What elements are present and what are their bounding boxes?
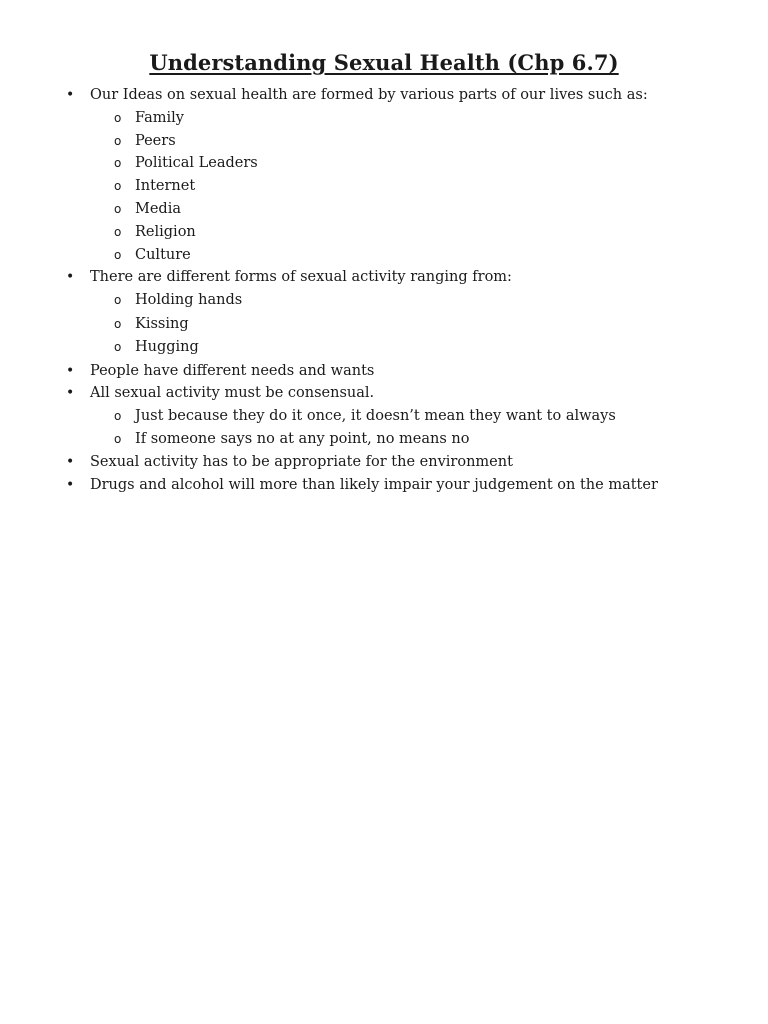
sublist-container [0, 107, 768, 267]
sub-list-item: o Religion [90, 221, 768, 244]
bullet-icon: • [66, 385, 75, 402]
sub-list-item: o Culture [90, 244, 768, 267]
list-item [0, 474, 768, 497]
sub-list-item: o Family [90, 107, 768, 130]
list-item-text: People have different needs and wants [90, 362, 375, 379]
sub-list-item: o If someone says no at any point, no means no [90, 428, 768, 451]
list-item [0, 360, 768, 383]
circle-bullet-icon: o [114, 247, 122, 262]
bullet-icon: • [66, 269, 75, 286]
circle-bullet-icon: o [114, 179, 122, 194]
sub-list [90, 405, 768, 451]
circle-bullet-icon: o [114, 133, 122, 148]
list-item-text: Drugs and alcohol will more than likely impair your judgement on the matter [90, 476, 658, 493]
list-item [0, 84, 768, 107]
sub-list-item: o Media [90, 198, 768, 221]
circle-bullet-icon: o [114, 224, 122, 239]
circle-bullet-icon: o [114, 409, 122, 424]
bullet-list [0, 84, 768, 496]
sub-list-item: o Holding hands [90, 289, 768, 313]
circle-bullet-icon: o [114, 110, 122, 125]
bullet-icon: • [66, 453, 75, 470]
circle-bullet-icon: o [114, 156, 122, 171]
sublist-container [0, 405, 768, 451]
sub-list-item: o Peers [90, 130, 768, 153]
circle-bullet-icon: o [114, 432, 122, 447]
circle-bullet-icon: o [114, 340, 122, 355]
list-item [0, 266, 768, 289]
list-item [0, 382, 768, 405]
list-item-text: All sexual activity must be consensual. [90, 385, 375, 402]
sub-list-item: o Kissing [90, 313, 768, 337]
list-item [0, 451, 768, 474]
sub-list-item: o Just because they do it once, it doesn’t mean they want to always [90, 405, 768, 428]
sub-list [90, 107, 768, 267]
list-item-text: Sexual activity has to be appropriate for the environment [90, 453, 513, 470]
bullet-icon: • [66, 362, 75, 379]
circle-bullet-icon: o [114, 316, 122, 331]
sub-list [90, 289, 768, 360]
bullet-icon: • [66, 476, 75, 493]
sub-list-item: o Internet [90, 175, 768, 198]
sub-list-item: o Hugging [90, 336, 768, 360]
list-item-text: Our Ideas on sexual health are formed by various parts of our lives such as: [90, 87, 648, 103]
circle-bullet-icon: o [114, 293, 122, 308]
circle-bullet-icon: o [114, 201, 122, 216]
sublist-container [0, 289, 768, 360]
page-title: Understanding Sexual Health (Chp 6.7) [149, 50, 619, 75]
list-item-text: There are different forms of sexual activity ranging from: [90, 269, 512, 286]
bullet-icon: • [66, 87, 75, 103]
sub-list-item: o Political Leaders [90, 152, 768, 175]
